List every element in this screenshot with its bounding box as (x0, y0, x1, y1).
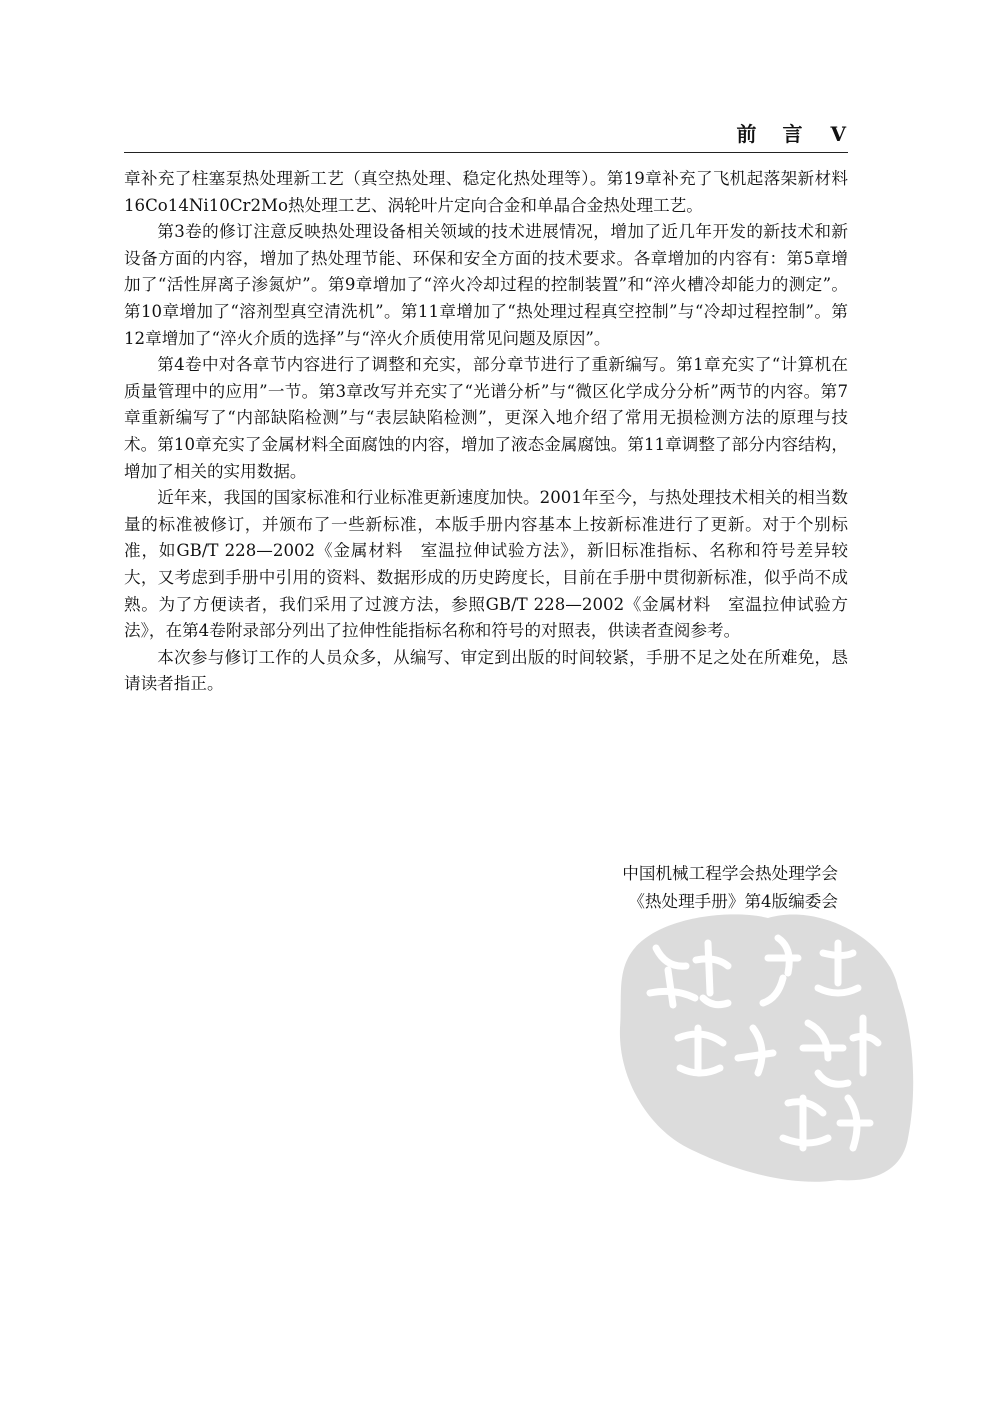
section-title: 前言 (736, 122, 829, 146)
preface-body (124, 166, 848, 698)
running-head (736, 118, 848, 147)
paragraph-closing: 本次参与修订工作的人员众多，从编写、审定到出版的时间较紧，手册不足之处在所难免，恳请读者指正。 (124, 647, 848, 694)
paragraph-standards: 近年来，我国的国家标准和行业标准更新速度加快。2001年至今，与热处理技术相关的相当数量的标准被修订，并颁布了一些新标准，本版手册内容基本上按新标准进行了更新。对于个别标准，如GB/T 228—2002《金属材料 室温拉伸试验方法》，新旧标准指标、名称和符号差异较大，又考虑到手册中引用的资料、数据形成的历史跨度长，目前在手册中贯彻新标准，似乎尚不成熟。为了方便读者，我们采用了过渡方法，参照GB/T 228—2002《金属材料 室温拉伸试验方法》，在第4卷附录部分列出了拉伸性能指标名称和符号的对照表，供读者查阅参考。 (124, 488, 848, 641)
paragraph-volume-3: 第3卷的修订注意反映热处理设备相关领域的技术进展情况，增加了近几年开发的新技术和新设备方面的内容，增加了热处理节能、环保和安全方面的技术要求。各章增加的内容有：第5章增加了“活性屏离子渗氮炉”。第9章增加了“淬火冷却过程的控制装置”和“淬火槽冷却能力的测定”。第10章增加了“溶剂型真空清洗机”。第11章增加了“热处理过程真空控制”与“冷却过程控制”。第12章增加了“淬火介质的选择”与“淬火介质使用常见问题及原因”。 (124, 222, 848, 348)
signature-committee: 《热处理手册》第4版编委会 (628, 892, 838, 911)
paragraph-continuation: 章补充了柱塞泵热处理新工艺（真空热处理、稳定化热处理等）。第19章补充了飞机起落架新材料16Co14Ni10Cr2Mo热处理工艺、涡轮叶片定向合金和单晶合金热处理工艺。 (124, 169, 848, 215)
signature-organization: 中国机械工程学会热处理学会 (622, 864, 838, 883)
paragraph-volume-4: 第4卷中对各章节内容进行了调整和充实，部分章节进行了重新编写。第1章充实了“计算机在质量管理中的应用”一节。第3章改写并充实了“光谱分析”与“微区化学成分分析”两节的内容。第7章重新编写了“内部缺陷检测”与“表层缺陷检测”，更深入地介绍了常用无损检测方法的原理与技术。第10章充实了金属材料全面腐蚀的内容，增加了液态金属腐蚀。第11章调整了部分内容结构，增加了相关的实用数据。 (124, 355, 848, 481)
page-header (124, 116, 848, 153)
library-seal-watermark-icon (608, 898, 924, 1188)
page-number: V (830, 122, 848, 146)
